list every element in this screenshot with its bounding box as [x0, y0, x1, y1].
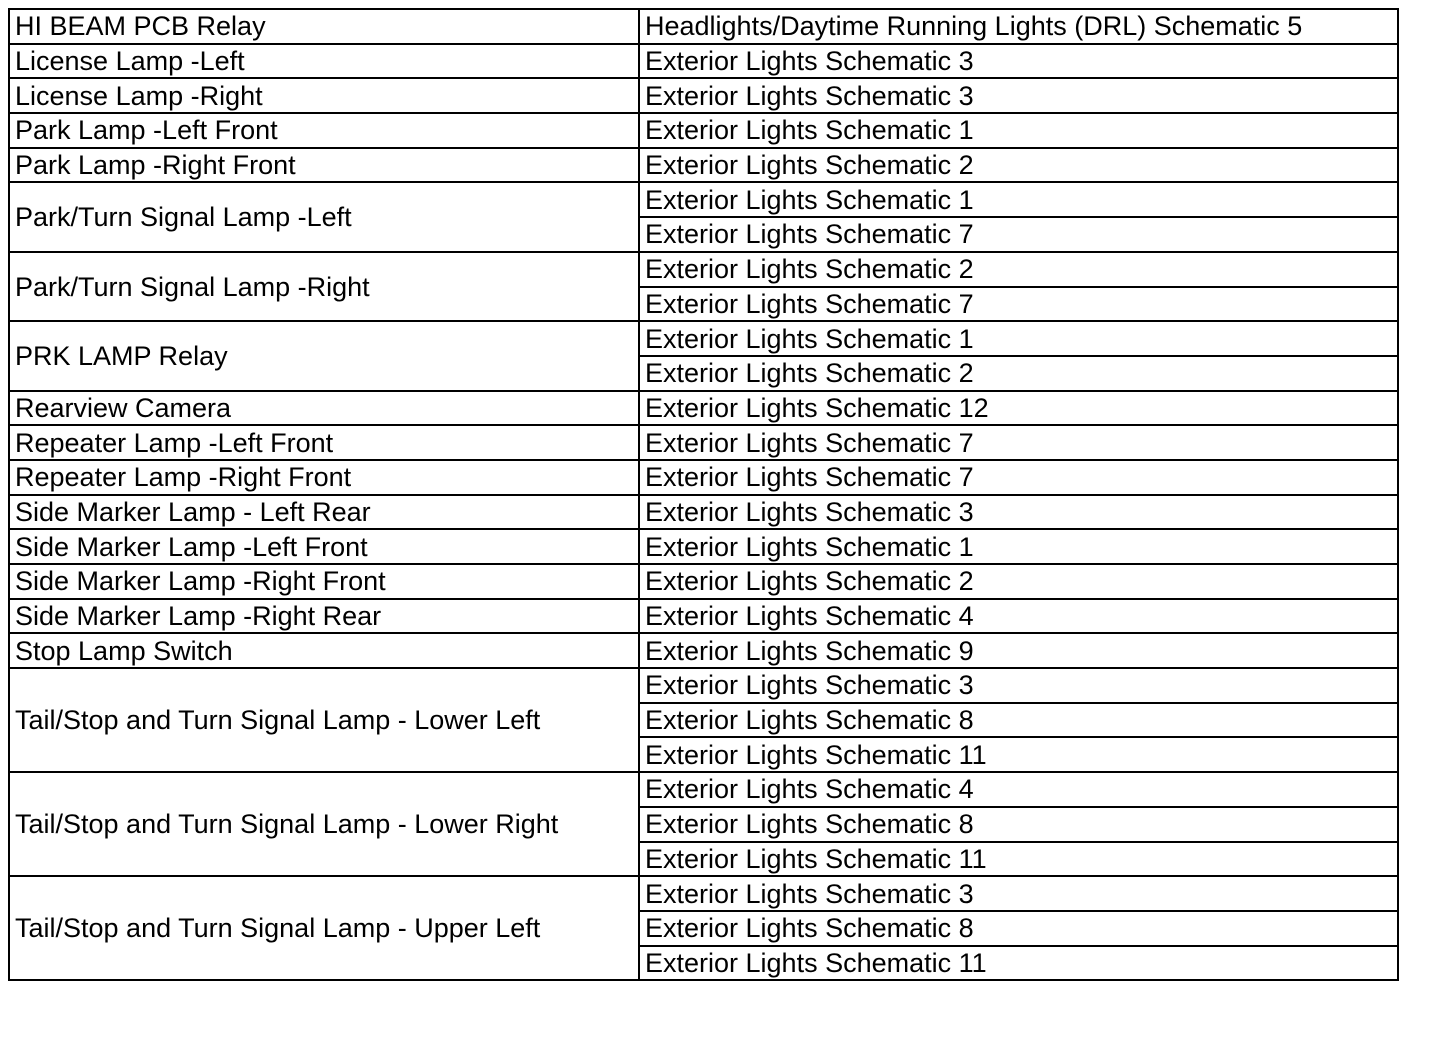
- component-cell: PRK LAMP Relay: [9, 321, 639, 390]
- schematic-cell: Exterior Lights Schematic 3: [639, 668, 1398, 703]
- schematic-cell: Exterior Lights Schematic 3: [639, 876, 1398, 911]
- schematic-cell: Exterior Lights Schematic 7: [639, 287, 1398, 322]
- table-row: [9, 564, 1398, 599]
- component-cell: Repeater Lamp -Right Front: [9, 460, 639, 495]
- schematic-cell: Exterior Lights Schematic 3: [639, 495, 1398, 530]
- schematic-cell: Exterior Lights Schematic 4: [639, 599, 1398, 634]
- table-row: [9, 495, 1398, 530]
- schematic-cell: Exterior Lights Schematic 8: [639, 807, 1398, 842]
- component-cell: Park Lamp -Right Front: [9, 148, 639, 183]
- component-cell: Tail/Stop and Turn Signal Lamp - Upper Left: [9, 876, 639, 980]
- table-row: [9, 876, 1398, 911]
- schematic-cell: Headlights/Daytime Running Lights (DRL) Schematic 5: [639, 9, 1398, 44]
- table-row: [9, 460, 1398, 495]
- schematic-cell: Exterior Lights Schematic 3: [639, 44, 1398, 79]
- table-row: [9, 252, 1398, 287]
- component-cell: License Lamp -Left: [9, 44, 639, 79]
- table-row: [9, 182, 1398, 217]
- table-row: [9, 148, 1398, 183]
- schematic-cell: Exterior Lights Schematic 1: [639, 113, 1398, 148]
- component-cell: License Lamp -Right: [9, 78, 639, 113]
- schematic-cell: Exterior Lights Schematic 11: [639, 842, 1398, 877]
- schematic-cell: Exterior Lights Schematic 9: [639, 633, 1398, 668]
- component-cell: Tail/Stop and Turn Signal Lamp - Lower Right: [9, 772, 639, 876]
- component-cell: HI BEAM PCB Relay: [9, 9, 639, 44]
- table-row: [9, 78, 1398, 113]
- schematic-cell: Exterior Lights Schematic 4: [639, 772, 1398, 807]
- schematic-cell: Exterior Lights Schematic 8: [639, 911, 1398, 946]
- component-schematic-table: [8, 8, 1399, 981]
- schematic-cell: Exterior Lights Schematic 1: [639, 182, 1398, 217]
- table-row: [9, 321, 1398, 356]
- schematic-cell: Exterior Lights Schematic 7: [639, 217, 1398, 252]
- table-row: [9, 668, 1398, 703]
- table-body: [9, 9, 1398, 980]
- schematic-cell: Exterior Lights Schematic 7: [639, 425, 1398, 460]
- component-cell: Rearview Camera: [9, 391, 639, 426]
- schematic-cell: Exterior Lights Schematic 8: [639, 703, 1398, 738]
- table-row: [9, 9, 1398, 44]
- schematic-cell: Exterior Lights Schematic 11: [639, 946, 1398, 981]
- table-row: [9, 391, 1398, 426]
- table-row: [9, 633, 1398, 668]
- schematic-cell: Exterior Lights Schematic 1: [639, 529, 1398, 564]
- table-row: [9, 599, 1398, 634]
- component-cell: Side Marker Lamp - Left Rear: [9, 495, 639, 530]
- component-cell: Park/Turn Signal Lamp -Left: [9, 182, 639, 251]
- component-cell: Park/Turn Signal Lamp -Right: [9, 252, 639, 321]
- schematic-cell: Exterior Lights Schematic 7: [639, 460, 1398, 495]
- schematic-cell: Exterior Lights Schematic 11: [639, 737, 1398, 772]
- schematic-cell: Exterior Lights Schematic 2: [639, 252, 1398, 287]
- schematic-cell: Exterior Lights Schematic 2: [639, 564, 1398, 599]
- component-cell: Repeater Lamp -Left Front: [9, 425, 639, 460]
- component-cell: Park Lamp -Left Front: [9, 113, 639, 148]
- schematic-cell: Exterior Lights Schematic 12: [639, 391, 1398, 426]
- component-cell: Tail/Stop and Turn Signal Lamp - Lower Left: [9, 668, 639, 772]
- table-row: [9, 529, 1398, 564]
- table-row: [9, 113, 1398, 148]
- schematic-cell: Exterior Lights Schematic 2: [639, 148, 1398, 183]
- schematic-cell: Exterior Lights Schematic 3: [639, 78, 1398, 113]
- component-cell: Stop Lamp Switch: [9, 633, 639, 668]
- component-cell: Side Marker Lamp -Left Front: [9, 529, 639, 564]
- table-row: [9, 772, 1398, 807]
- table-row: [9, 425, 1398, 460]
- component-cell: Side Marker Lamp -Right Rear: [9, 599, 639, 634]
- schematic-cell: Exterior Lights Schematic 1: [639, 321, 1398, 356]
- schematic-cell: Exterior Lights Schematic 2: [639, 356, 1398, 391]
- table-row: [9, 44, 1398, 79]
- component-cell: Side Marker Lamp -Right Front: [9, 564, 639, 599]
